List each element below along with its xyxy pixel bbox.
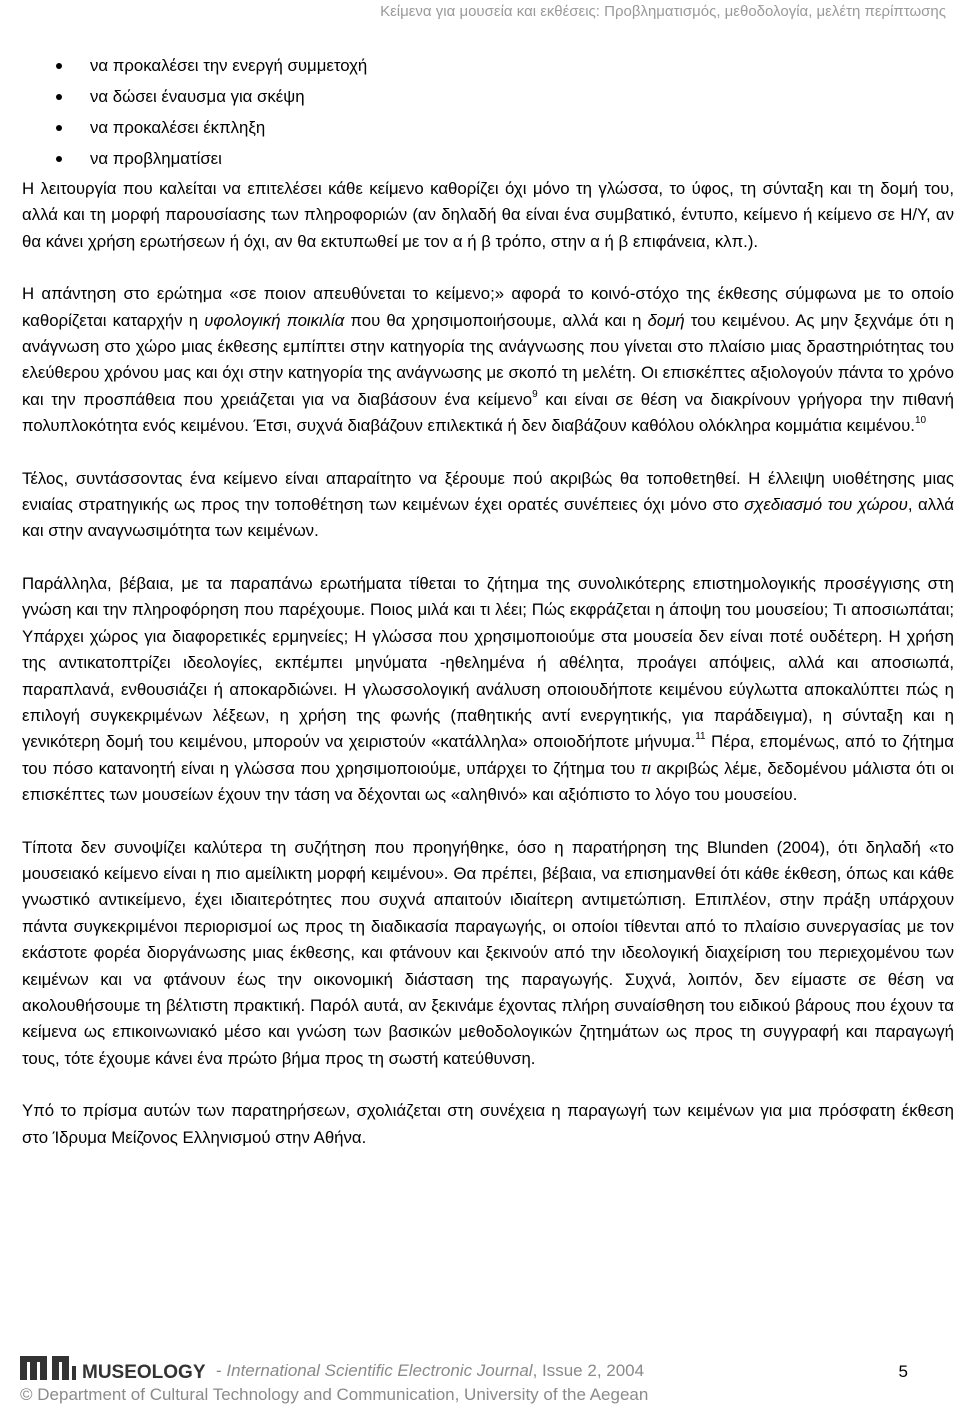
running-header (0, 0, 946, 26)
copyright-icon: © (20, 1385, 33, 1404)
paragraph-placement: Τέλος, συντάσσοντας ένα κείμενο είναι απαραίτητο να ξέρουμε πού ακριβώς θα τοποθετηθεί. Η έλλειψη υιοθέτησης μιας ενιαίας στρατηγικής ως προς την τοποθέτηση των κειμένων έχει ορατές συνέπειες όχι μόνο στο σχεδιασμό του χώρου, αλλά και στην αναγνωσιμότητα των κειμένων. (22, 468, 954, 541)
paragraph-blunden: Τίποτα δεν συνοψίζει καλύτερα τη συζήτηση που προηγήθηκε, όσο η παρατήρηση της Blunden (2004), ότι δηλαδή «το μουσειακό κείμενο είναι η πιο αμείλικτη μορφή κειμένου». Θα πρέπει, βέβαια, να επισημανθεί ότι κάθε έκθεση, όπως και κάθε γνωστικό αντικείμενο, έχει ιδιαιτερότητες που συχνά απαιτούν ιδιαίτερη αντιμετώπιση. Επιπλέον, στην πράξη υπάρχουν πάντα συγκεκριμένοι περιορισμοί ως προς τη διαδικασία παραγωγής, οι οποίοι τίθενται από το πλαίσιο συνεργασίας με τον εκάστοτε φορέα διοργάνωσης μιας έκθεσης, και φτάνουν και ξεκινούν από την ιδεολογική διαχείριση του περιεχομένου των κειμένων και να φτάνουν έως την οικονομική διάσταση της παραγωγής. Συχνά, λοιπόν, δεν είμαστε σε θέση να ακολουθήσουμε τη βέλτιστη πρακτική. Παρόλ αυτά, αν ξεκινάμε έχοντας πλήρη συναίσθηση του ειδικού βάρους που έχουν τα κείμενα ως επικοινωνιακό μέσο και γνώση των βασικών μεθοδολογικών ζητημάτων ως προς τη συγγραφή και παραγωγή τους, τότε έχουμε κάνει ένα πρώτο βήμα προς τη σωστή κατεύθυνση. (22, 837, 954, 1068)
footnote-ref-10[interactable]: 10 (914, 415, 927, 427)
list-item: να προκαλέσει έκπληξη (22, 112, 954, 143)
document-body (22, 50, 954, 1151)
bullet-icon (56, 63, 62, 69)
logo-wordmark: MUSEOLOGY (82, 1362, 206, 1382)
paragraph-conclusion: Υπό το πρίσμα αυτών των παρατηρήσεων, σχολιάζεται στη συνέχεια η παραγωγή των κειμένων για μια πρόσφατη έκθεση στο Ίδρυμα Μείζονος Ελληνισμού στην Αθήνα. (22, 1101, 954, 1147)
bullet-icon (56, 156, 62, 162)
running-title: Κείμενα για μουσεία και εκθέσεις: Προβληματισμός, μεθοδολογία, μελέτη περίπτωσης (380, 3, 946, 20)
list-item: να δώσει έναυσμα για σκέψη (22, 81, 954, 112)
emphasis-what: τι (640, 758, 651, 778)
footnote-ref-11[interactable]: 11 (695, 731, 706, 743)
list-item: να προβληματίσει (22, 143, 954, 174)
paragraph-function: Η λειτουργία που καλείται να επιτελέσει κάθε κείμενο καθορίζει όχι μόνο τη γλώσσα, το ύφος, τη σύνταξη και τη δομή του, αλλά και τη μορφή παρουσίασης των πληροφοριών (αν δηλαδή θα είναι ένα συμβατικό, έντυπο, κείμενο ή κείμενο σε Η/Υ, αν θα κάνει χρήση ερωτήσεων ή όχι, αν θα εκτυπωθεί με τον α ή β τρόπο, στην α ή β επιφάνεια, κλπ.). (22, 179, 954, 251)
bullet-list (22, 50, 954, 174)
emphasis-structure: δομή (647, 310, 685, 330)
paragraph-epistemology: Παράλληλα, βέβαια, με τα παραπάνω ερωτήματα τίθεται το ζήτημα της συνολικότερης επιστημολογικής προσέγγισης στη γνώση και την πληροφόρηση που παρέχουμε. Ποιος μιλά και τι λέει; Πώς εκφράζεται η άποψη του μουσείου; Τι αποσιωπάται; Υπάρχει χώρος για διαφορετικές ερμηνείες; Η γλώσσα που χρησιμοποιούμε στα μουσεία δεν είναι ποτέ ουδέτερη. Η χρήση της αντικατοπτρίζει ιδεολογίες, εκπέμπει μηνύματα -ηθελημένα ή αθέλητα, προάγει απόψεις, αλλά και αποσιωπά, παραπλανά, ενθουσιάζει ή αποκαρδιώνει. Η γλωσσολογική ανάλυση οποιουδήποτε κειμένου εύγλωττα αποκαλύπτει πώς η επιλογή συγκεκριμένων λέξεων, η χρήση της φωνής (παθητικής αντί ενεργητικής, για παράδειγμα), η σύνταξη και η γενικότερη δομή του κειμένου, μπορούν να χειριστούν «κατάλληλα» οποιοδήποτε μήνυμα.$^{11}$ Πέρα, επομένως, από το ζήτημα του πόσο κατανοητή είναι η γλώσσα που χρησιμοποιούμε, υπάρχει το ζήτημα του τι ακριβώς λέμε, δεδομένου μάλιστα ότι οι επισκέπτες των μουσείων έχουν την τάση να δέχονται ως «αληθινό» και αξιόπιστο το λόγο του μουσείου. (22, 573, 955, 805)
page-number: 5 (898, 1362, 908, 1381)
journal-name: International Scientific Electronic Journal (226, 1361, 533, 1380)
bullet-icon (56, 94, 62, 100)
journal-issue: , Issue 2, 2004 (532, 1361, 645, 1380)
emphasis-space-design: σχεδιασμό του χώρου (744, 495, 908, 515)
footnote-ref-9[interactable]: 9 (532, 388, 538, 400)
copyright-line: © Department of Cultural Technology and Communication, University of the Aegean (20, 1385, 649, 1404)
list-item: να προκαλέσει την ενεργή συμμετοχή (22, 50, 954, 81)
journal-citation: - International Scientific Electronic Journal, Issue 2, 2004 (216, 1361, 645, 1380)
page-footer (20, 1352, 908, 1408)
museology-logo (20, 1354, 210, 1382)
bullet-icon (56, 125, 62, 131)
paragraph-audience: Η απάντηση στο ερώτημα «σε ποιον απευθύνεται το κείμενο;» αφορά το κοινό-στόχο της έκθεσης σύμφωνα με το οποίο καθορίζεται καταρχήν η υφολογική ποικιλία που θα χρησιμοποιήσουμε, αλλά και η δομή του κειμένου. Ας μην ξεχνάμε ότι η ανάγνωση στο χώρο μιας έκθεσης εμπίπτει στην κατηγορία της ανάγνωσης που γίνεται στο πλαίσιο μιας δραστηριότητας του ελεύθερου χρόνου μας και όχι στην κατηγορία της ανάγνωσης με σκοπό τη μελέτη. Οι επισκέπτες αξιολογούν πάντα το χρόνο και την προσπάθεια που χρειάζεται για να διαβάσουν ένα κείμενο$^9$ και είναι σε θέση να διακρίνουν γρήγορα την πιθανή πολυπλοκότητα ενός κειμένου. Έτσι, συχνά διαβάζουν επιλεκτικά ή δεν διαβάζουν καθόλου ολόκληρα κομμάτια κειμένου.$^{10}$ (22, 284, 954, 436)
emphasis-stylistic-variety: υφολογική ποικιλία (204, 310, 345, 330)
